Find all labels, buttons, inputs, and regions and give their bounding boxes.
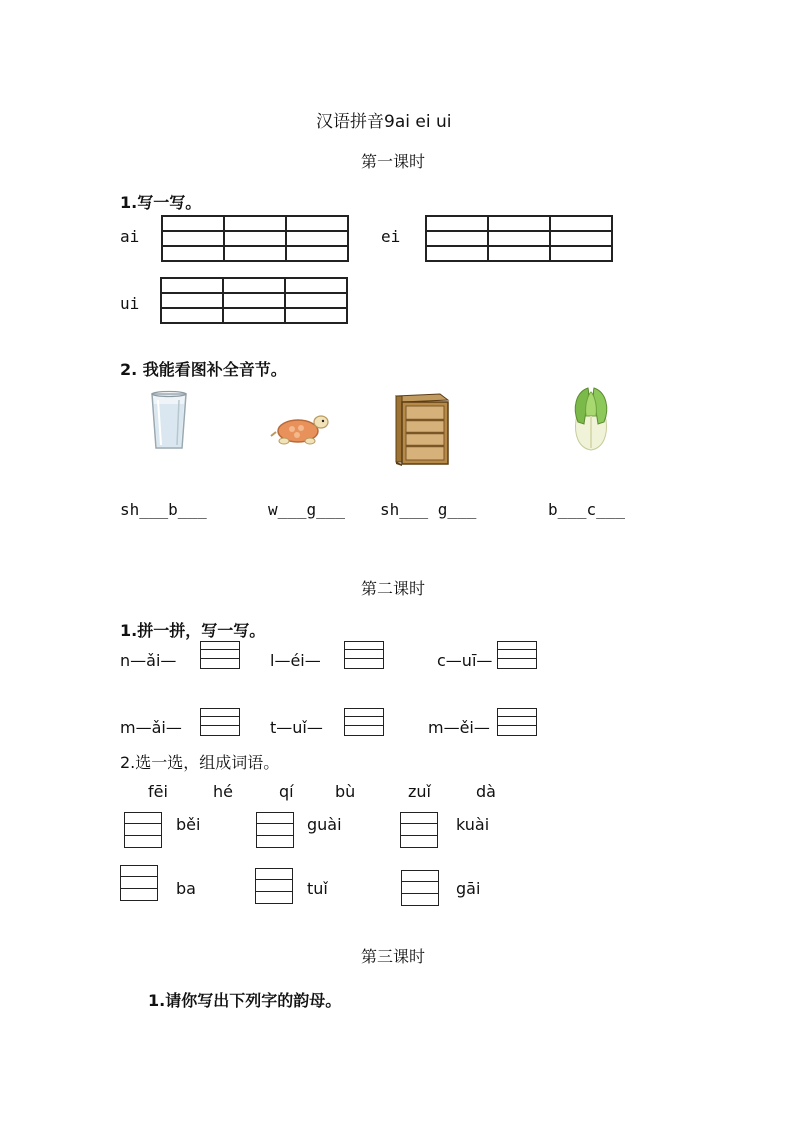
lesson2-q1-label: 1.拼一拼，写一写。 [120,621,266,640]
writing-grid-ai[interactable] [161,215,349,262]
chinese-cabbage-picture [568,386,614,452]
page-title: 汉语拼音9ai ei ui [316,112,452,132]
syllable-blank-3[interactable]: sh___ g___ [380,500,477,519]
lesson1-q2-label: 2. 我能看图补全音节。 [120,360,287,379]
spell-item-4: m—ǎi— [120,718,182,737]
answer-box-5[interactable] [344,708,384,736]
option-5: zuǐ [408,782,431,801]
word-6: gāi [456,879,481,898]
option-2: hé [213,782,233,801]
word-box-3[interactable] [400,812,438,848]
answer-box-6[interactable] [497,708,537,736]
word-4: ba [176,879,196,898]
answer-box-2[interactable] [344,641,384,669]
word-box-5[interactable] [255,868,293,904]
lesson-1-heading: 第一课时 [361,152,426,171]
turtle-picture [270,410,330,446]
option-6: dà [476,782,496,801]
lesson1-q1-label: 1.写一写。 [120,193,202,212]
syllable-blank-4[interactable]: b___c___ [548,500,626,519]
spell-item-3: c—uī— [437,651,493,670]
writing-grid-ui[interactable] [160,277,348,324]
word-5: tuǐ [307,879,328,898]
syllable-blank-1[interactable]: sh___b___ [120,500,207,519]
option-3: qí [279,782,294,801]
row-label-ai: ai [120,227,140,246]
row-label-ui: ui [120,294,140,313]
word-2: guài [307,815,342,834]
writing-grid-ei[interactable] [425,215,613,262]
word-box-1[interactable] [124,812,162,848]
word-box-4[interactable] [120,865,158,901]
word-3: kuài [456,815,490,834]
glass-of-water-picture [149,390,189,452]
spell-item-1: n—ǎi— [120,651,177,670]
lesson2-q2-label: 2.选一选，组成词语。 [120,753,280,772]
word-box-6[interactable] [401,870,439,906]
lesson3-q1-label: 1.请你写出下列字的韵母。 [148,991,342,1010]
lesson-2-heading: 第二课时 [361,579,426,598]
spell-item-5: t—uǐ— [270,718,323,737]
option-4: bù [335,782,356,801]
lesson-3-heading: 第三课时 [361,947,426,966]
spell-item-6: m—ěi— [428,718,490,737]
option-1: fēi [148,782,168,801]
answer-box-1[interactable] [200,641,240,669]
word-box-2[interactable] [256,812,294,848]
syllable-blank-2[interactable]: w___g___ [268,500,346,519]
bookshelf-picture [392,390,452,466]
answer-box-4[interactable] [200,708,240,736]
answer-box-3[interactable] [497,641,537,669]
spell-item-2: l—éi— [270,651,321,670]
row-label-ei: ei [381,227,401,246]
word-1: běi [176,815,201,834]
